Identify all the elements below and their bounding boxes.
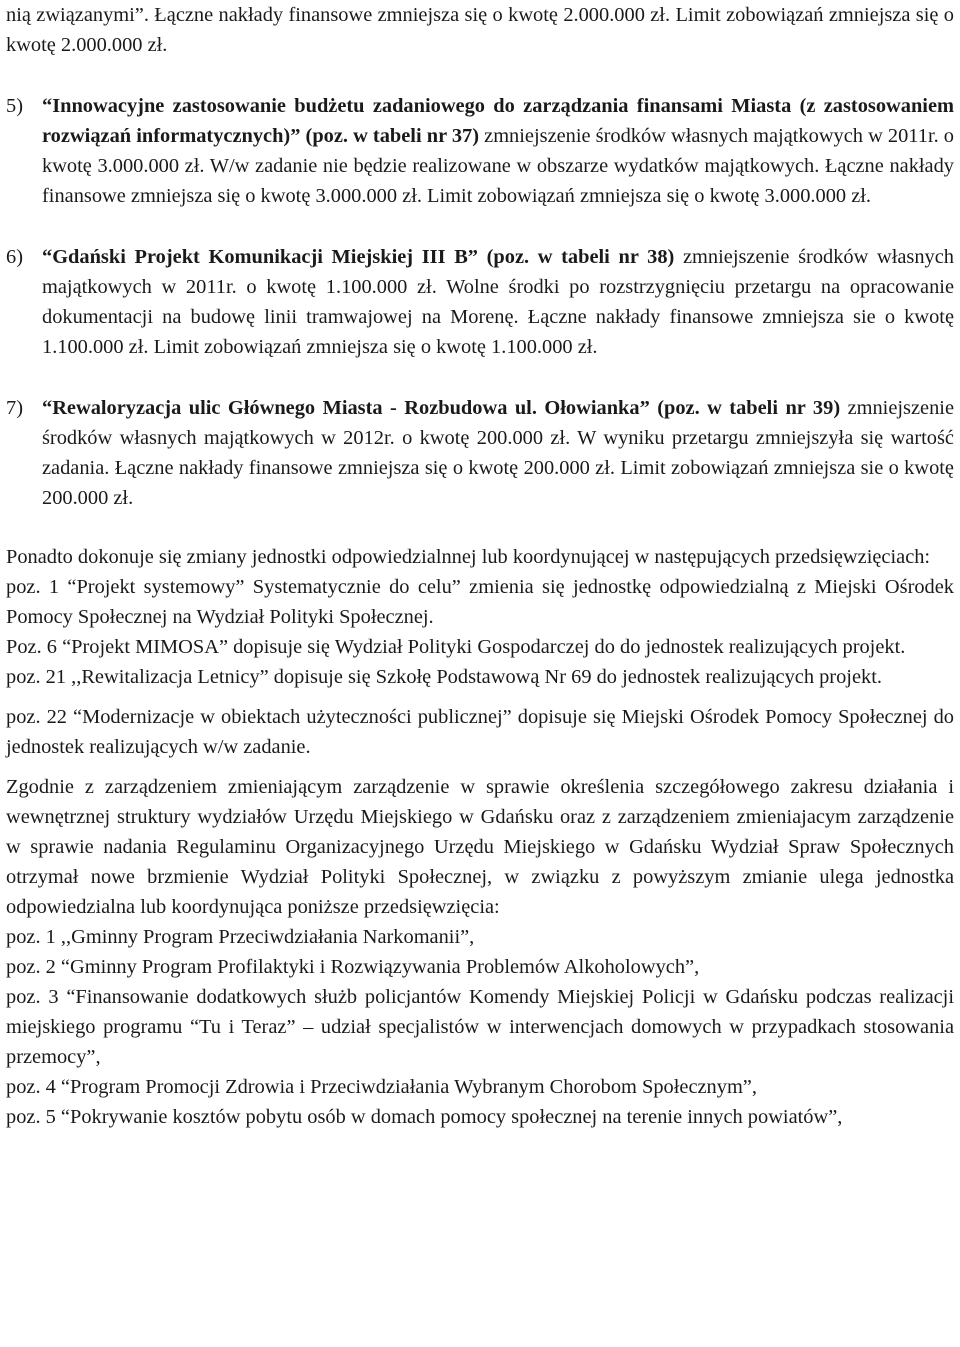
ordinance-paragraph: Zgodnie z zarządzeniem zmieniającym zarządzenie w sprawie określenia szczegółowego zakresu działania i wewnętrznej struktury wydziałów Urzędu Miejskiego w Gdańsku oraz z zarządzeniem zmieniajacym zarządzenie w sprawie nadania Regulaminu Organizacyjnego Urzędu Miejskiego w Gdańsku Wydział Spraw Społecznych otrzymał nowe brzmienie Wydział Polityki Społecznej, w związku z powyższym zmianie ulega jednostka odpowiedzialna lub koordynująca poniższe przedsięwzięcia: <box>6 776 954 918</box>
item-body: zmniejszenie środków własnych majątkowych w 2011r. o kwotę 3.000.000 zł. W/w zadanie nie będzie realizowane w obszarze wydatków majątkowych. Łączne nakłady finansowe zmniejsza się o kwotę 3.000.000 zł. Limit zobowiązań zmniejsza się o kwotę 3.000.000 zł. <box>42 125 954 207</box>
item-title: “Rewaloryzacja ulic Głównego Miasta - Rozbudowa ul. Ołowianka” (poz. w tabeli nr 39) <box>42 397 841 419</box>
item-paragraph <box>42 91 954 211</box>
ordinance-list-item: poz. 2 “Gminny Program Profilaktyki i Rozwiązywania Problemów Alkoholowych”, <box>6 956 700 978</box>
item-number: 7) <box>6 397 23 419</box>
section-item-7 <box>6 393 954 513</box>
ordinance-list-item: poz. 5 “Pokrywanie kosztów pobytu osób w domach pomocy społecznej na terenie innych powiatów”, <box>6 1106 843 1128</box>
ordinance-list-item: poz. 1 ,,Gminny Program Przeciwdziałania Narkomanii”, <box>6 926 475 948</box>
change-poz-21: poz. 21 ,,Rewitalizacja Letnicy” dopisuje się Szkołę Podstawową Nr 69 do jednostek realizujących projekt. <box>6 666 882 688</box>
ordinance-list-item: poz. 4 “Program Promocji Zdrowia i Przeciwdziałania Wybranym Chorobom Społecznym”, <box>6 1076 757 1098</box>
change-poz-22: poz. 22 “Modernizacje w obiektach użyteczności publicznej” dopisuje się Miejski Ośrodek Pomocy Społecznej do jednostek realizujących w/w zadanie. <box>6 706 954 758</box>
continued-paragraph: nią związanymi”. Łączne nakłady finansowe zmniejsza się o kwotę 2.000.000 zł. Limit zobowiązań zmniejsza się o kwotę 2.000.000 zł. <box>6 4 954 56</box>
item-number: 6) <box>6 246 23 268</box>
item-paragraph <box>42 242 954 362</box>
changes-intro: Ponadto dokonuje się zmiany jednostki odpowiedzialnnej lub koordynującej w następujących przedsięwzięciach: <box>6 546 931 568</box>
item-body: zmniejszenie środków własnych majątkowych w 2012r. o kwotę 200.000 zł. W wyniku przetargu zmniejszyła się wartość zadania. Łączne nakłady finansowe zmniejsza się o kwotę 200.000 zł. Limit zobowiązań zmniejsza sie o kwotę 200.000 zł. <box>42 397 955 509</box>
item-title: “Innowacyjne zastosowanie budżetu zadaniowego do zarządzania finansami Miasta (z zastosowaniem rozwiązań informatycznych)” (poz. w tabeli nr 37) <box>42 95 954 147</box>
document-page <box>6 0 954 1132</box>
item-paragraph <box>42 393 954 513</box>
item-title: “Gdański Projekt Komunikacji Miejskiej III B” (poz. w tabeli nr 38) <box>42 246 675 268</box>
item-number: 5) <box>6 95 23 117</box>
item-body: zmniejszenie środków własnych majątkowych w 2011r. o kwotę 1.100.000 zł. Wolne środki po rozstrzygnięciu przetargu na opracowanie dokumentacji na budowę linii tramwajowej na Morenę. Łączne nakłady finansowe zmniejsza sie o kwotę 1.100.000 zł. Limit zobowiązań zmniejsza się o kwotę 1.100.000 zł. <box>42 246 954 358</box>
section-item-6 <box>6 242 954 362</box>
ordinance-list-item: poz. 3 “Finansowanie dodatkowych służb policjantów Komendy Miejskiej Policji w Gdańsku podczas realizacji miejskiego programu “Tu i Teraz” – udział specjalistów w interwencjach domowych w przypadkach stosowania przemocy”, <box>6 986 954 1068</box>
change-poz-1: poz. 1 “Projekt systemowy” Systematycznie do celu” zmienia się jednostkę odpowiedzialną z Miejski Ośrodek Pomocy Społecznej na Wydział Polityki Społecznej. <box>6 576 954 628</box>
section-item-5 <box>6 91 954 211</box>
change-poz-6: Poz. 6 “Projekt MIMOSA” dopisuje się Wydział Polityki Gospodarczej do do jednostek realizujących projekt. <box>6 636 906 658</box>
